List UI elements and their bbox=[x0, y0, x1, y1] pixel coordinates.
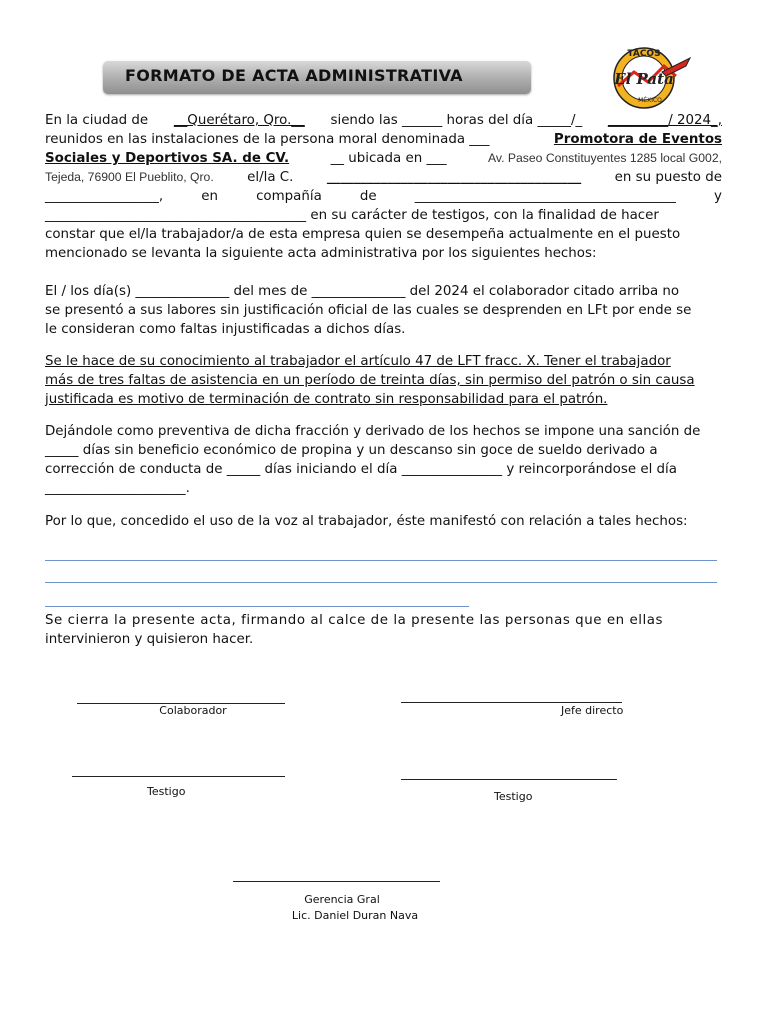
jefe-signature-line[interactable] bbox=[401, 702, 622, 703]
address-text: Av. Paseo Constituyentes 1285 local G002, bbox=[488, 151, 722, 165]
colaborador-label: Colaborador bbox=[159, 704, 227, 717]
intro-line-1: En la ciudad de __Querétaro, Qro.__ siendo las ______ horas del día _____/_ _________/ 2024_, bbox=[45, 113, 722, 128]
testigo2-signature-line[interactable] bbox=[401, 779, 617, 780]
company-name: Promotora de Eventos bbox=[553, 132, 722, 147]
gerente-name: Lic. Daniel Duran Nava bbox=[291, 909, 419, 922]
company-logo bbox=[604, 42, 692, 112]
intro-line-3: Sociales y Deportivos SA. de CV. __ ubicada en ___ Av. Paseo Constituyentes 1285 local G002, bbox=[45, 151, 722, 166]
voice-paragraph: Por lo que, concedido el uso de la voz al trabajador, éste manifestó con relación a tales hechos: bbox=[45, 514, 688, 529]
statement-line-1[interactable] bbox=[45, 560, 717, 561]
article-paragraph: Se le hace de su conocimiento al trabajador el artículo 47 de LFT fracc. X. Tener el trabajador más de tres faltas de asistencia en un período de treinta días, sin permiso del patrón o sin causa justificada es motivo de terminación de contrato sin responsabilidad para el patrón. bbox=[45, 354, 695, 407]
svg-text:TACOS: TACOS bbox=[627, 49, 661, 59]
document-title: FORMATO DE ACTA ADMINISTRATIVA bbox=[125, 66, 463, 85]
closing-paragraph: Se cierra la presente acta, firmando al calce de la presente las personas que en ellas intervinieron y quisieron hacer. bbox=[45, 613, 664, 647]
svg-text:El Pata: El Pata bbox=[614, 70, 674, 88]
gerencia-label: Gerencia Gral bbox=[304, 893, 380, 906]
statement-line-2[interactable] bbox=[45, 582, 717, 583]
intro-line-4: Tejeda, 76900 El Pueblito, Qro. el/la C. ______________________________________ en su puesto de bbox=[45, 170, 722, 185]
intro-paragraph bbox=[45, 111, 722, 263]
intro-line-5: _________________, en compañía de _______________________________________ y bbox=[45, 189, 722, 204]
gerencia-signature-line[interactable] bbox=[233, 881, 440, 882]
testigo1-label: Testigo bbox=[147, 785, 186, 798]
testigo1-signature-line[interactable] bbox=[72, 776, 285, 777]
jefe-label: Jefe directo bbox=[561, 704, 624, 717]
svg-text:MÉXICO: MÉXICO bbox=[638, 97, 662, 104]
intro-line-6: _______________________________________ en su carácter de testigos, con la finalidad de hacer bbox=[45, 208, 659, 223]
facts-paragraph: El / los día(s) ______________ del mes de ______________ del 2024 el colaborador citado arriba no se presentó a sus labores sin justificación oficial de las cuales se desprenden en LFt por ende se le consideran como faltas injustificadas a dichos días. bbox=[45, 284, 692, 337]
intro-line-2: reunidos en las instalaciones de la persona moral denominada ___ Promotora de Eventos bbox=[45, 132, 722, 147]
intro-line-7: constar que el/la trabajador/a de esta empresa quien se desempeña actualmente en el puesto bbox=[45, 227, 681, 242]
intro-line-8: mencionado se levanta la siguiente acta administrativa por los siguientes hechos: bbox=[45, 246, 597, 261]
testigo2-label: Testigo bbox=[494, 790, 533, 803]
statement-line-3[interactable] bbox=[45, 606, 469, 607]
sanction-paragraph: Dejándole como preventiva de dicha fracción y derivado de los hechos se impone una sanción de _____ días sin beneficio económico de propina y un descanso sin goce de sueldo derivado a corrección de conducta de _____ días iniciando el día _______________ y reincorporándose el día _____________________. bbox=[45, 424, 701, 496]
